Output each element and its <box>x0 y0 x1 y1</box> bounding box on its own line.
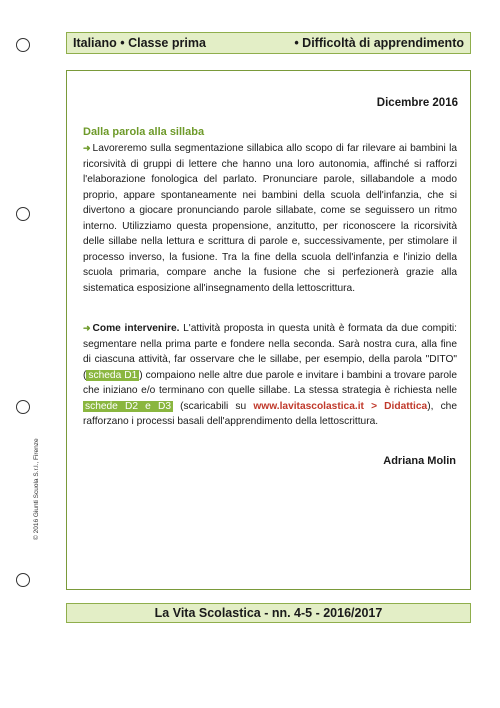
bullet-arrow-icon: ➜ <box>83 323 91 333</box>
intervention-text-4: ), che rafforzano i processi basali dell'apprendimento della lettoscrittura. <box>83 400 458 427</box>
paragraph-intro-text: Lavoreremo sulla segmentazione sillabica allo scopo di far rilevare ai bambini la ricorsività di gruppi di lettere che hanno una loro autonomia, affinché si rafforzi l'elaborazione fonologica del parlato. Pronunciare parole, sillabandole a modo proprio, appare spontaneamente nei bambini della scuola dell'infanzia, che si divertono a giocare pronunciando parole sillabate, come se seguissero un ritmo interno. Utilizziamo questa propensione, anzitutto, per riconoscere la ricorsività delle sillabe nella lettura e scrittura di parole e, successivamente, per stimolare il processo inverso, la fusione. Tra la fine della scuola dell'infanzia e l'inizio della scuola primaria, compare anche la fusione che si perfezionerà grazie alla sistematica esposizione all'insegnamento della lettoscrittura. <box>83 143 457 294</box>
intervention-text-3: (scaricabili su <box>173 400 254 412</box>
intervention-text-2: ) compaiono nelle altre due parole e invitare i bambini a trovare parole che iniziano e/o terminano con quelle sillabe. La stessa strategia è richiesta nelle <box>83 369 457 396</box>
header-subject: Italiano • Classe prima <box>73 36 206 50</box>
website-link[interactable]: www.lavitascolastica.it > Didattica <box>253 400 428 412</box>
page-footer: La Vita Scolastica - nn. 4-5 - 2016/2017 <box>66 603 471 623</box>
content-box <box>66 70 471 590</box>
scheda-d1-tag: scheda D1 <box>88 369 138 381</box>
section-title: Dalla parola alla sillaba <box>83 126 205 138</box>
header-topic: • Difficoltà di apprendimento <box>294 36 464 50</box>
intervention-lead: Come intervenire. <box>92 323 180 334</box>
paragraph-intro <box>83 141 457 296</box>
date: Dicembre 2016 <box>376 97 458 109</box>
binder-hole <box>16 38 30 52</box>
binder-hole <box>16 207 30 221</box>
page-header <box>66 32 471 54</box>
bullet-arrow-icon: ➜ <box>83 143 91 153</box>
schede-d2-d3-tag: schede D2 e D3 <box>85 400 172 412</box>
intervention-text-1: L'attività proposta in questa unità è formata da due compiti: segmentare nella prima parte e fondere nella seconda. Sarà nostra cura, alla fine di ciascuna attività, far osservare che le sillabe, per esempio, della parola "DITO" ( <box>83 323 457 381</box>
copyright-note: © 2016 Giunti Scuola S.r.l., Firenze <box>33 438 40 540</box>
binder-hole <box>16 400 30 414</box>
paragraph-intervention <box>83 321 457 430</box>
author-signature: Adriana Molin <box>383 455 456 467</box>
binder-hole <box>16 573 30 587</box>
